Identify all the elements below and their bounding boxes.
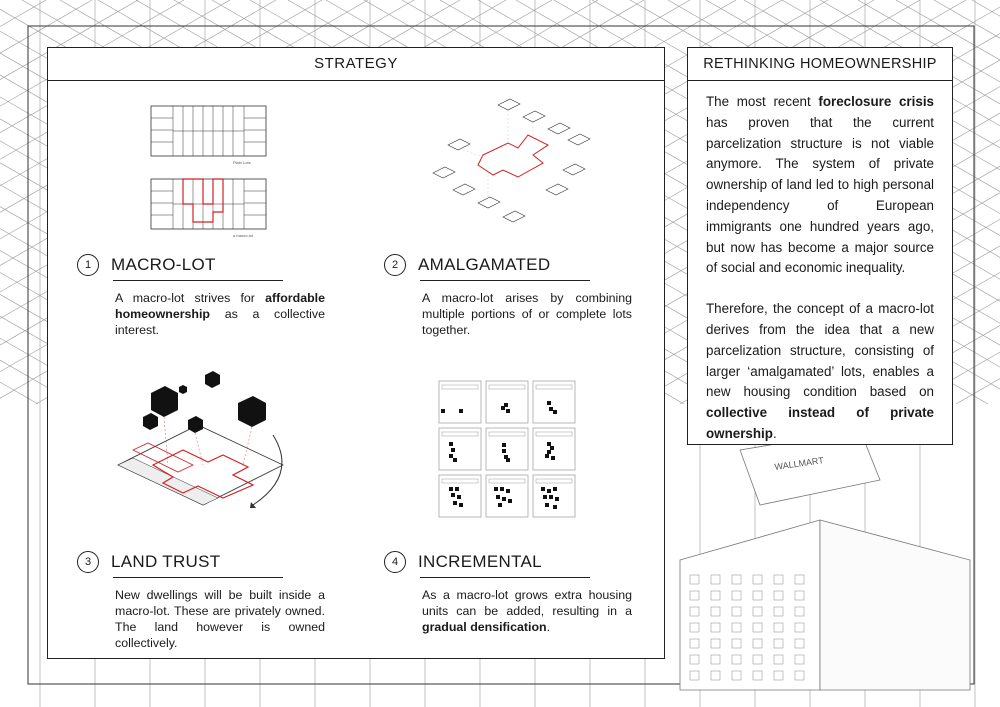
housing-unit xyxy=(550,446,554,450)
housing-unit xyxy=(553,487,557,491)
step-description: New dwellings will be built inside a macro-lot. These are privately owned. The land however is owned collectively. xyxy=(115,588,325,650)
plan-label-bottom: a macro-lot xyxy=(233,233,254,238)
plain-lots-plan-diagram xyxy=(148,104,273,249)
text-emphasis: gradual densification xyxy=(422,620,547,634)
housing-unit xyxy=(453,458,457,462)
housing-unit xyxy=(541,487,545,491)
lot-cell xyxy=(439,381,481,423)
lot-cell xyxy=(486,381,528,423)
incremental-grid-diagram xyxy=(436,378,578,520)
housing-unit xyxy=(553,410,557,414)
housing-unit xyxy=(451,493,455,497)
step-incremental xyxy=(384,547,632,634)
housing-unit xyxy=(441,409,445,413)
step-land-trust xyxy=(77,547,325,650)
housing-unit xyxy=(459,503,463,507)
paragraph-2 xyxy=(706,299,934,445)
text-emphasis: foreclosure crisis xyxy=(818,94,934,109)
text-part: A macro-lot strives for xyxy=(115,291,266,305)
housing-unit xyxy=(451,448,455,452)
text-part: as a collective interest. xyxy=(115,307,325,337)
housing-unit xyxy=(449,454,453,458)
text-part: . xyxy=(772,425,777,441)
text-part: As a macro-lot grows extra housing units can be added, resulting in a xyxy=(422,588,632,618)
text-part: Therefore, the concept of a macro-lot derives from the idea that a new parcelization structure, consisting of larger ‘amalgamated’ lots, enables a new housing condition based on xyxy=(706,301,934,400)
step-title: INCREMENTAL xyxy=(418,552,542,571)
strategy-title: STRATEGY xyxy=(48,48,664,81)
tall-building xyxy=(680,520,970,690)
lot-cell xyxy=(533,381,575,423)
text-part: has proven that the current parcelization structure is not viable anymore. The system of private ownership of land led to high personal independency of European immigrants one hundred years ago, but now has become a major source of social and economic inequality. xyxy=(706,114,934,276)
step-description xyxy=(115,290,325,338)
housing-unit xyxy=(502,497,506,501)
housing-unit xyxy=(543,495,547,499)
housing-unit xyxy=(500,487,504,491)
text-part: . xyxy=(546,620,551,634)
housing-unit xyxy=(506,489,510,493)
step-macro-lot xyxy=(77,250,325,337)
housing-unit xyxy=(453,501,457,505)
housing-unit xyxy=(449,442,453,446)
step-number: 4 xyxy=(384,551,406,573)
housing-unit xyxy=(455,487,459,491)
step-underline xyxy=(113,577,283,578)
step-underline xyxy=(420,280,590,281)
plan-label-top: Plain Lots xyxy=(233,160,251,165)
housing-unit xyxy=(506,458,510,462)
lot-cell xyxy=(486,475,528,517)
housing-unit xyxy=(498,503,502,507)
housing-unit xyxy=(502,449,506,453)
housing-unit xyxy=(551,456,555,460)
housing-unit xyxy=(547,450,551,454)
housing-unit xyxy=(545,503,549,507)
step-description xyxy=(422,587,632,635)
step-underline xyxy=(420,577,590,578)
housing-unit xyxy=(549,495,553,499)
housing-unit xyxy=(449,487,453,491)
step-title: LAND TRUST xyxy=(111,552,221,571)
housing-unit xyxy=(549,407,553,411)
step-underline xyxy=(113,280,283,281)
step-number: 2 xyxy=(384,254,406,276)
amalgamated-lots-diagram xyxy=(428,95,598,230)
text-part: The most recent xyxy=(706,94,819,109)
step-title: AMALGAMATED xyxy=(418,255,551,274)
paragraph-1 xyxy=(706,92,934,279)
step-number: 3 xyxy=(77,551,99,573)
text-emphasis: affordable homeownership xyxy=(115,291,325,321)
housing-unit xyxy=(555,497,559,501)
wallmart-sign: WALLMART xyxy=(773,455,825,472)
rethinking-body xyxy=(688,81,952,445)
housing-unit xyxy=(457,495,461,499)
housing-unit xyxy=(547,442,551,446)
step-description: A macro-lot arises by combining multiple portions of or complete lots together. xyxy=(422,291,632,337)
housing-unit xyxy=(553,505,557,509)
housing-unit xyxy=(547,401,551,405)
rethinking-title: RETHINKING HOMEOWNERSHIP xyxy=(688,48,952,81)
rethinking-homeownership-panel xyxy=(687,47,953,445)
housing-unit xyxy=(547,489,551,493)
housing-unit xyxy=(506,409,510,413)
housing-unit xyxy=(496,495,500,499)
housing-unit xyxy=(508,499,512,503)
housing-unit xyxy=(545,454,549,458)
step-number: 1 xyxy=(77,254,99,276)
lot-cell xyxy=(486,428,528,470)
housing-unit xyxy=(502,443,506,447)
housing-unit xyxy=(459,409,463,413)
housing-unit xyxy=(504,403,508,407)
step-title: MACRO-LOT xyxy=(111,255,216,274)
land-trust-diagram xyxy=(113,365,293,515)
lot-cell xyxy=(533,475,575,517)
step-amalgamated xyxy=(384,250,632,337)
lot-cell xyxy=(439,428,481,470)
text-emphasis: collective instead of private ownership xyxy=(706,405,934,441)
housing-unit xyxy=(494,487,498,491)
